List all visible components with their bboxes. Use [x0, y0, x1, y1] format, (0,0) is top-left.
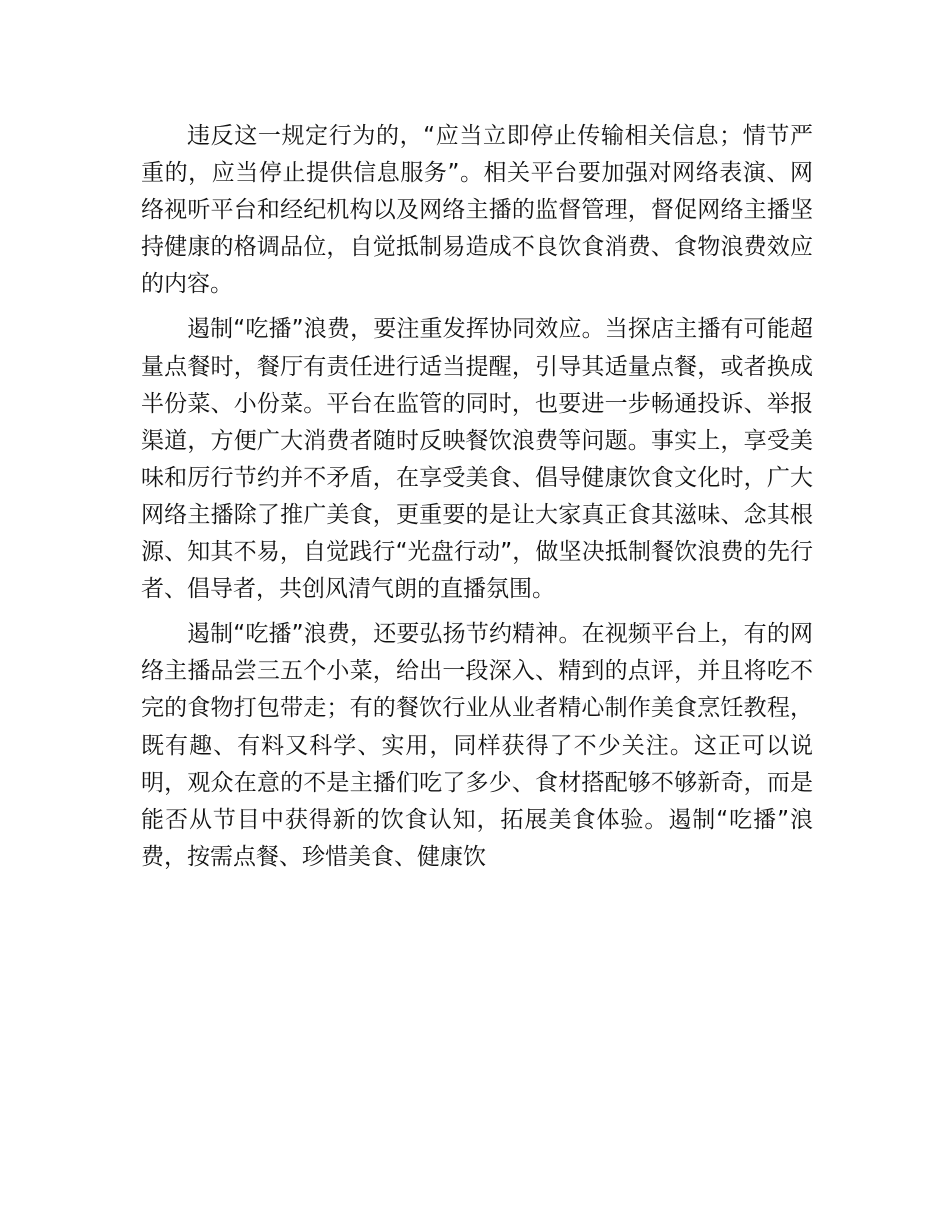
- paragraph-2: 遏制“吃播”浪费，要注重发挥协同效应。当探店主播有可能超量点餐时，餐厅有责任进行适当提醒，引导其适量点餐，或者换成半份菜、小份菜。平台在监管的同时，也要进一步畅通投诉、举报渠道，方便广大消费者随时反映餐饮浪费等问题。事实上，享受美味和厉行节约并不矛盾，在享受美食、倡导健康饮食文化时，广大网络主播除了推广美食，更重要的是让大家真正食其滋味、念其根源、知其不易，自觉践行“光盘行动”，做坚决抵制餐饮浪费的先行者、倡导者，共创风清气朗的直播氛围。: [141, 316, 813, 603]
- paragraph-1: 违反这一规定行为的，“应当立即停止传输相关信息；情节严重的，应当停止提供信息服务”。相关平台要加强对网络表演、网络视听平台和经纪机构以及网络主播的监督管理，督促网络主播坚持健康的格调品位，自觉抵制易造成不良饮食消费、食物浪费效应的内容。: [141, 123, 813, 298]
- document-body: [141, 118, 813, 876]
- paragraph-3: 遏制“吃播”浪费，还要弘扬节约精神。在视频平台上，有的网络主播品尝三五个小菜，给出一段深入、精到的点评，并且将吃不完的食物打包带走；有的餐饮行业从业者精心制作美食烹饪教程，既有趣、有料又科学、实用，同样获得了不少关注。这正可以说明，观众在意的不是主播们吃了多少、食材搭配够不够新奇，而是能否从节目中获得新的饮食认知，拓展美食体验。遏制“吃播”浪费，按需点餐、珍惜美食、健康饮: [141, 621, 813, 870]
